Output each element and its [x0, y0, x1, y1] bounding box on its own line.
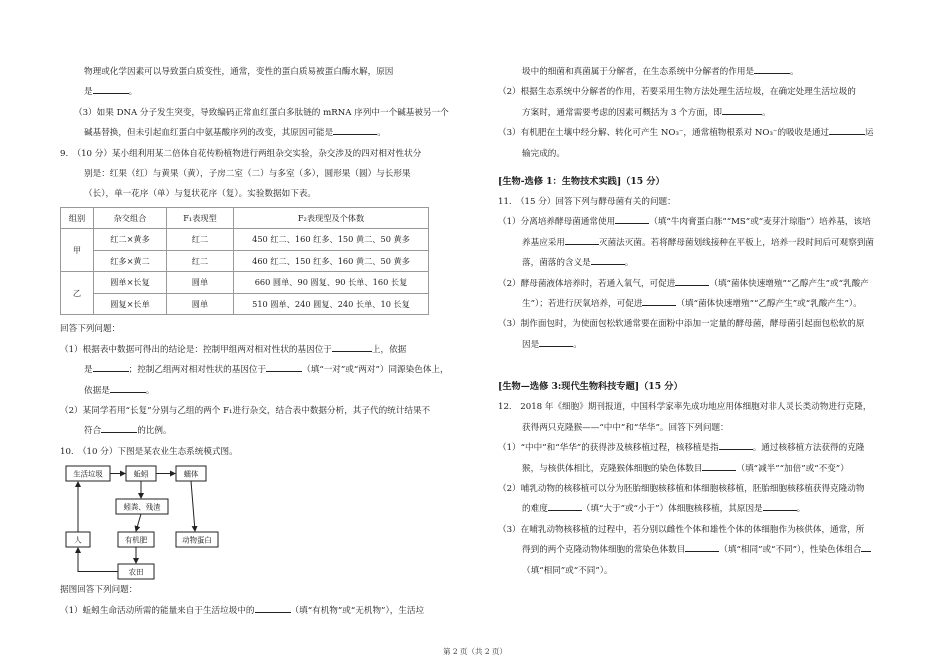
table-header: 组别 [61, 207, 94, 229]
diagram-label: 动物蛋白 [182, 535, 212, 545]
q9-2-line-1: （2）某同学若用“长复”分别与乙组的两个 F₁进行杂交，结合表中数据分析，其子代的统计结果不 [60, 405, 431, 416]
answer-blank[interactable] [722, 104, 762, 115]
text: 圾中的细菌和真菌属于分解者，在生态系统中分解者的作用是 [522, 67, 755, 77]
text: 。 [624, 258, 634, 269]
text: （1）蚯蚓生命活动所需的能量来自于生活垃圾中的 [60, 605, 255, 616]
q8-answer-line [60, 82, 476, 102]
q9-1-line-1 [60, 340, 476, 360]
text: （填“减半”“加倍”或“不变”） [736, 463, 849, 474]
text: （1）“中中”和“华华”的获得涉及核移植过程，核移植是指 [498, 443, 719, 454]
group-cell: 甲 [61, 229, 94, 272]
answer-blank[interactable] [266, 361, 302, 372]
text: 落，菌落的含义是 [522, 258, 591, 269]
q12-3-line-3: （填“相同”或“不同”）。 [522, 565, 613, 576]
q9-stem-2: 别是：红果（红）与黄果（黄），子房二室（二）与多室（多），圆形果（圆）与长形果 [84, 169, 411, 180]
cross-data-table [60, 207, 429, 316]
answer-blank[interactable] [93, 83, 129, 94]
answer-blank[interactable] [565, 234, 599, 245]
q10-1-line [60, 601, 476, 621]
q10-stem: 10. （10 分）下图是某农业生态系统模式图。 [60, 446, 238, 457]
text: 依据是 [84, 385, 110, 396]
table-cell: 红二 [167, 250, 234, 272]
table-cell: 660 圆单、90 圆复、90 长单、160 长复 [234, 272, 429, 294]
table-row [61, 250, 429, 272]
answer-blank[interactable] [829, 124, 865, 135]
answer-blank[interactable] [615, 213, 649, 224]
q12-1-line-1 [498, 438, 918, 458]
left-column [60, 68, 476, 621]
answer-blank[interactable] [332, 341, 372, 352]
text: （填“牛肉膏蛋白胨”“MS”或“麦芽汁琼脂”）培养基，该培 [649, 217, 871, 228]
q8-3-answer-line [60, 123, 476, 143]
text: （1）根据表中数据可得出的结论是：控制甲组两对相对性状的基因位于 [60, 344, 332, 355]
text: 。 [796, 504, 806, 515]
text: （1）分离培养酵母菌通常使用 [498, 217, 616, 228]
answer-blank[interactable] [642, 295, 676, 306]
q8-3-line: （3）如果 DNA 分子发生突变，导致编码正常血红蛋白多肽链的 mRNA 序列中一个碱基被另一个 [74, 107, 449, 118]
table-cell: 圆单 [167, 293, 234, 315]
text: （2）酵母菌液体培养时，若通入氧气，可促进 [498, 278, 676, 289]
table-row [61, 229, 429, 251]
diagram-label: 有机肥 [124, 535, 148, 545]
answer-blank[interactable] [719, 439, 753, 450]
table-header: 杂交组合 [94, 207, 167, 229]
q10-cont-line [498, 62, 918, 82]
section-heading-elective-3: [生物—选修 3:现代生物科技专题]（15 分） [498, 381, 683, 393]
q9-2-line-2 [60, 421, 476, 441]
q11-3-line-1: （3）制作面包时，为使面包松软通常要在面粉中添加一定量的酵母菌，酵母菌引起面包松软的原 [498, 319, 865, 330]
text: 是 [84, 87, 93, 98]
table-cell: 450 红二、160 红多、150 黄二、50 黄多 [234, 229, 429, 251]
diagram-label: 人 [74, 535, 82, 545]
text: （填“菌体快速增殖”“乙醇产生”或“乳酸产生”）。 [676, 299, 862, 310]
text: 因是 [522, 339, 540, 350]
text: 的比例。 [137, 426, 172, 437]
answer-blank[interactable] [539, 336, 573, 347]
diagram-label: 蚓粪、残渣 [123, 502, 161, 512]
diagram-label: 蚯蚓 [133, 469, 149, 479]
q9-stem-3: （长），单一花序（单）与复状花序（复）。实验数据如下表。 [84, 189, 317, 200]
text: 灭菌法灭菌。若将酵母菌划线接种在平板上，培养一段时间后可观察到菌 [598, 237, 874, 248]
group-cell: 乙 [61, 272, 94, 315]
table-header: F₁表现型 [167, 207, 234, 229]
q10-ask: 据图回答下列问题： [60, 585, 138, 596]
q11-3-line-2 [498, 335, 918, 355]
answer-blank[interactable] [93, 361, 129, 372]
arrow [136, 514, 141, 531]
q12-stem-2: 获得两只克隆猴——“中中”和“华华”。回答下列问题： [522, 422, 729, 433]
table-cell: 460 红二、150 红多、160 黄二、50 黄多 [234, 250, 429, 272]
table-cell: 510 圆单、240 圆复、240 长单、10 长复 [234, 293, 429, 315]
q10-2-line-1: （2）根据生态系统中分解者的作用，若要采用生物方法处理生活垃圾，在确定处理生活垃圾的 [498, 87, 856, 98]
text: 。 [573, 339, 582, 350]
text: 上，依据 [371, 344, 407, 355]
table-header-row [61, 207, 429, 229]
text: （填“有机物”或“无机物”），生活垃 [290, 605, 425, 616]
text: 运 [865, 128, 874, 139]
diagram-label: 生活垃圾 [73, 469, 103, 479]
answer-blank[interactable] [702, 460, 736, 471]
text: （填“大于”或“小于”）体细胞核移植，其原因是 [581, 504, 763, 515]
text: 养基应采用 [522, 237, 565, 248]
q9-stem-1: 9. （10 分）某小组利用某二倍体自花传粉植物进行两组杂交实验，杂交涉及的四对相对性状分 [60, 148, 422, 159]
table-cell: 红二 [167, 229, 234, 251]
text: 是 [84, 365, 93, 376]
diagram-label: 农田 [128, 567, 144, 577]
ecosystem-diagram [64, 462, 324, 580]
q10-3-line-1 [498, 123, 918, 143]
text: 。 [128, 87, 138, 98]
table-row [61, 272, 429, 294]
text: （填“相同”或“不同”），性染色体组合 [719, 545, 862, 556]
q12-stem-1: 12. 2018 年《细胞》期刊报道，中国科学家率先成功地应用体细胞对非人灵长类动物进行克隆， [498, 402, 872, 413]
table-cell: 红多×黄二 [94, 250, 167, 272]
text: 。 [377, 128, 386, 139]
q12-2-line-2 [498, 499, 918, 519]
answer-blank[interactable] [110, 382, 146, 393]
text: 的难度 [522, 504, 548, 515]
text: 生”）；若进行厌氧培养，可促进 [522, 299, 643, 310]
text: 符合 [84, 426, 102, 437]
q10-3-line-2: 输完成的。 [522, 148, 565, 159]
q12-3-line-1: （3）在哺乳动物核移植的过程中，若分别以雌性个体和雄性个体的体细胞作为核供体，通常，所 [498, 524, 865, 535]
q10-2-line-2 [498, 103, 918, 123]
arrow [191, 481, 195, 531]
q12-2-line-1: （2）哺乳动物的核移植可以分为胚胎细胞核移植和体细胞核移植，胚胎细胞核移植获得克隆动物 [498, 483, 865, 494]
answer-blank[interactable] [675, 275, 709, 286]
q12-3-line-2 [498, 540, 918, 560]
right-column [498, 68, 918, 581]
text: 方案时，通常需要考虑的因素可概括为 3 个方面，即 [522, 107, 722, 118]
text: 。 [145, 385, 155, 396]
q9-1-line-2 [60, 360, 476, 380]
table-cell: 红二×黄多 [94, 229, 167, 251]
table-cell: 圆复×长单 [94, 293, 167, 315]
text: 。通过核移植方法获得的克隆 [752, 443, 865, 454]
arrow [78, 548, 118, 572]
text: 。 [762, 107, 771, 118]
q11-2-line-1 [498, 274, 918, 294]
text: 猴，与核供体相比，克隆猴体细胞的染色体数目 [522, 463, 703, 474]
answer-blank[interactable] [861, 541, 871, 552]
answer-blank[interactable] [685, 541, 719, 552]
text: （填“一对”或“两对”）同源染色体上， [302, 365, 449, 376]
answer-blank[interactable] [255, 602, 291, 613]
q11-1-line-2 [498, 233, 918, 253]
q11-stem: 11. （15 分）回答下列与酵母菌有关的问题： [498, 197, 676, 208]
q11-2-line-2 [498, 294, 918, 314]
q9-ask: 回答下列问题： [60, 324, 121, 335]
text: 得到的两个克隆动物体细胞的常染色体数目 [522, 545, 686, 556]
table-row [61, 293, 429, 315]
table-header: F₂表现型及个体数 [234, 207, 429, 229]
text: 。 [790, 67, 799, 77]
answer-blank[interactable] [591, 254, 625, 265]
diagram-label: 蠕体 [183, 469, 199, 479]
answer-blank[interactable] [548, 500, 582, 511]
answer-blank[interactable] [763, 500, 797, 511]
q11-1-line-1 [498, 212, 918, 232]
text: 碱基替换，但未引起血红蛋白中氨基酸序列的改变，其原因可能是 [84, 128, 334, 139]
answer-blank[interactable] [333, 124, 377, 135]
text: （3）有机肥在土壤中经分解、转化可产生 NO₃⁻，通常植物根系对 NO₃⁻的吸收是通过 [498, 128, 830, 139]
answer-blank[interactable] [101, 422, 137, 433]
table-cell: 圆单×长复 [94, 272, 167, 294]
answer-blank[interactable] [754, 63, 790, 74]
table-cell: 圆单 [167, 272, 234, 294]
section-heading-elective-1: [生物-选修 1：生物技术实践]（15 分） [498, 176, 665, 188]
q12-1-line-2 [498, 459, 918, 479]
text: （填“菌体快速增殖”“乙醇产生”或“乳酸产 [709, 278, 869, 289]
q8-cont-line: 物理或化学因素可以导致蛋白质变性，通常，变性的蛋白质易被蛋白酶水解，原因 [84, 67, 394, 77]
q11-1-line-3 [498, 253, 918, 273]
q9-1-line-3 [60, 381, 476, 401]
text: ；控制乙组两对相对性状的基因位于 [128, 365, 267, 376]
page-footer: 第 2 页（共 2 页） [442, 647, 508, 656]
